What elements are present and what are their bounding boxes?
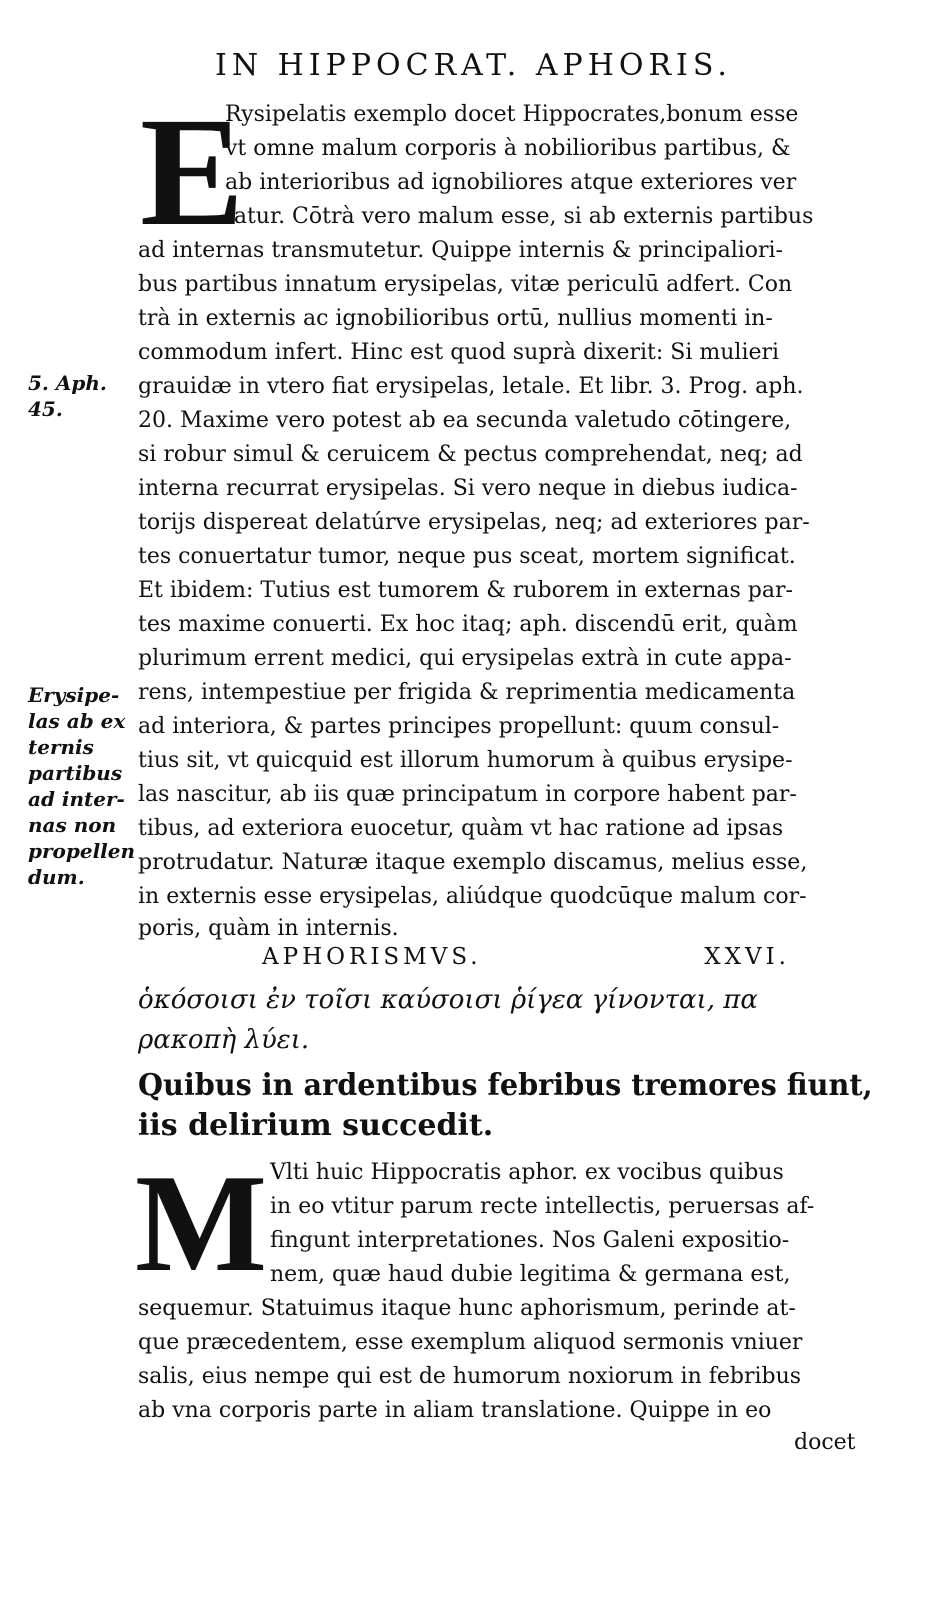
margin-note-line: Erysipe-: [28, 683, 120, 707]
margin-note-line: ad inter-: [28, 787, 125, 811]
text-line: ad interiora, & partes principes propellunt: quum consul-: [138, 714, 780, 739]
running-head: IN HIPPOCRAT. APHORIS.: [215, 48, 732, 83]
text-line: in eo vtitur parum recte intellectis, peruersas af-: [270, 1194, 815, 1219]
margin-note-line: propellen: [28, 839, 136, 863]
text-line: rens, intempestiue per frigida & reprimentia medicamenta: [138, 680, 796, 705]
text-line: ab interioribus ad ignobiliores atque exteriores ver: [225, 170, 797, 195]
text-line: Et ibidem: Tutius est tumorem & ruborem in externas par-: [138, 578, 793, 603]
text-line: grauidæ in vtero fiat erysipelas, letale. Et libr. 3. Prog. aph.: [138, 374, 804, 399]
margin-note-line: partibus: [28, 761, 123, 785]
greek-text-line: ρακοπὴ λύει.: [138, 1025, 310, 1055]
text-line: in externis esse erysipelas, aliúdque quodcūque malum cor-: [138, 884, 807, 909]
text-line: tius sit, vt quicquid est illorum humorum à quibus erysipe-: [138, 748, 793, 773]
text-line: sequemur. Statuimus itaque hunc aphorismum, perinde at-: [138, 1296, 796, 1321]
greek-text-line: ὁκόσοισι ἐν τοῖσι καύσοισι ῥίγεα γίνονται, πα: [138, 985, 758, 1015]
margin-note-line: nas non: [28, 813, 117, 837]
text-line: las nascitur, ab iis quæ principatum in corpore habent par-: [138, 782, 797, 807]
text-line: 20. Maxime vero potest ab ea secunda valetudo cōtingere,: [138, 408, 792, 433]
text-line: salis, eius nempe qui est de humorum noxiorum in febribus: [138, 1364, 802, 1389]
text-line: tibus, ad exteriora euocetur, quàm vt hac ratione ad ipsas: [138, 816, 784, 841]
aphorism-heading-word: APHORISMVS.: [262, 944, 482, 970]
margin-note-reference: [28, 370, 107, 422]
text-line: trà in externis ac ignobilioribus ortū, nullius momenti in-: [138, 306, 773, 331]
text-line: tatur. Cōtrà vero malum esse, si ab externis partibus: [225, 204, 814, 229]
text-line: commodum infert. Hinc est quod suprà dixerit: Si mulieri: [138, 340, 780, 365]
margin-note-line: las ab ex: [28, 709, 126, 733]
text-line: ad internas transmutetur. Quippe internis & principaliori-: [138, 238, 783, 263]
aphorism-heading: [262, 940, 790, 974]
text-line: si robur simul & ceruicem & pectus comprehendat, neq; ad: [138, 442, 803, 467]
text-line: que præcedentem, esse exemplum aliquod sermonis vniuer: [138, 1330, 803, 1355]
text-line: Vlti huic Hippocratis aphor. ex vocibus quibus: [270, 1160, 784, 1185]
drop-cap-m: M: [135, 1146, 268, 1301]
margin-note-summary: [28, 682, 135, 890]
margin-note-line: ternis: [28, 735, 94, 759]
text-line: bus partibus innatum erysipelas, vitæ periculū adfert. Con: [138, 272, 793, 297]
margin-note-line: 5. Aph.: [28, 371, 107, 395]
text-line: plurimum errent medici, qui erysipelas extrà in cute appa-: [138, 646, 792, 671]
margin-note-line: 45.: [28, 397, 63, 421]
text-line: interna recurrat erysipelas. Si vero neque in diebus iudica-: [138, 476, 798, 501]
text-line: poris, quàm in internis.: [138, 916, 399, 941]
margin-note-line: dum.: [28, 865, 85, 889]
text-line: tes conuertatur tumor, neque pus sceat, mortem significat.: [138, 544, 796, 569]
text-line: protrudatur. Naturæ itaque exemplo discamus, melius esse,: [138, 850, 808, 875]
latin-aphorism-line: iis delirium succedit.: [138, 1108, 494, 1143]
text-line: tes maxime conuerti. Ex hoc itaq; aph. discendū erit, quàm: [138, 612, 798, 637]
aphorism-number: XXVI.: [704, 944, 790, 970]
text-line: torijs dispereat delatúrve erysipelas, neq; ad exteriores par-: [138, 510, 810, 535]
text-line: fingunt interpretationes. Nos Galeni expositio-: [270, 1228, 790, 1253]
text-line: vt omne malum corporis à nobilioribus partibus, &: [225, 136, 791, 161]
text-line: Rysipelatis exemplo docet Hippocrates,bonum esse: [225, 102, 799, 127]
latin-aphorism-line: Quibus in ardentibus febribus tremores fiunt,: [138, 1068, 873, 1103]
drop-cap-e: E: [140, 85, 245, 258]
text-line: nem, quæ haud dubie legitima & germana est,: [270, 1262, 791, 1287]
text-line: ab vna corporis parte in aliam translatione. Quippe in eo: [138, 1398, 772, 1423]
catchword: docet: [794, 1430, 856, 1455]
